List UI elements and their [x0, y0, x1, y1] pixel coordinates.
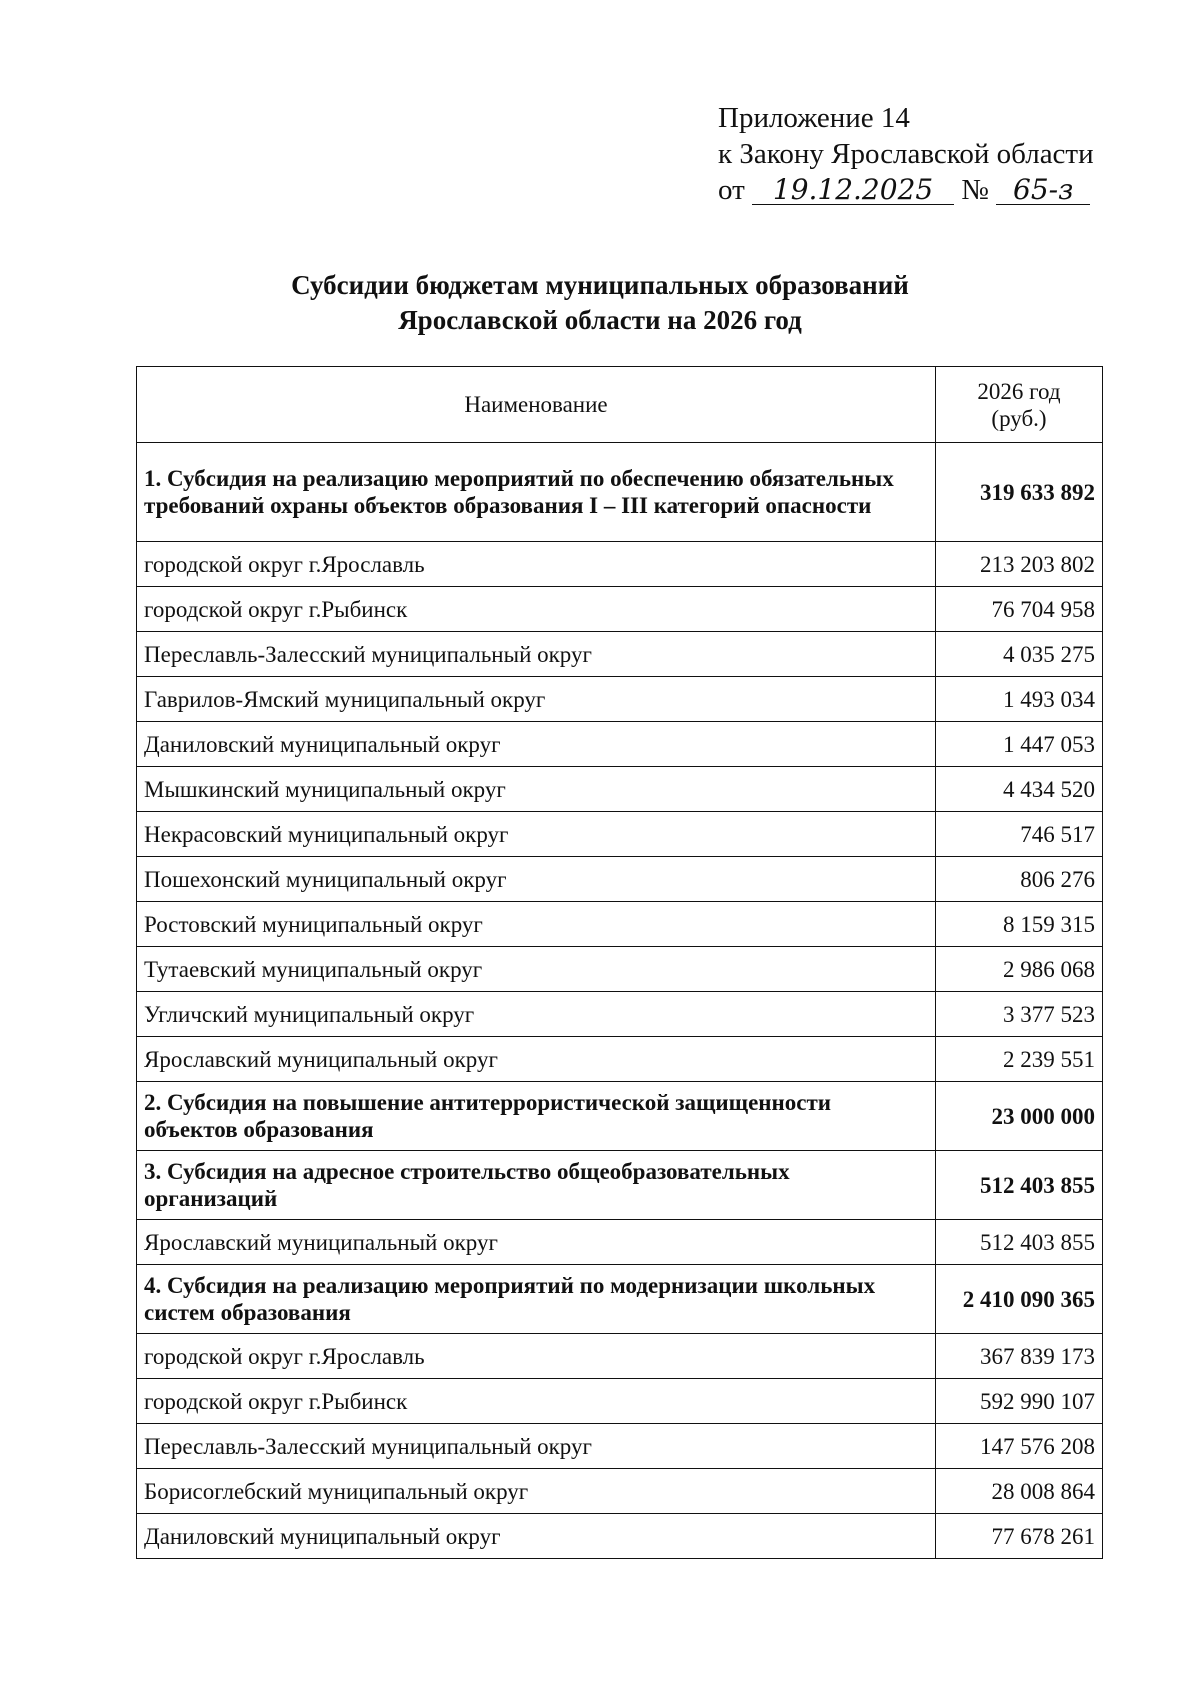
header-year-line-1: 2026 год [977, 378, 1061, 404]
row-name: Переславль-Залесский муниципальный округ [137, 632, 936, 677]
handwritten-date: 19.12.2025 [752, 176, 954, 205]
row-amount: 77 678 261 [936, 1514, 1103, 1559]
table-row [137, 902, 1103, 947]
row-amount: 806 276 [936, 857, 1103, 902]
row-amount: 367 839 173 [936, 1334, 1103, 1379]
row-amount: 3 377 523 [936, 992, 1103, 1037]
row-amount: 147 576 208 [936, 1424, 1103, 1469]
appendix-number: Приложение 14 [718, 102, 910, 134]
row-amount: 592 990 107 [936, 1379, 1103, 1424]
table-row [137, 632, 1103, 677]
table-row [137, 587, 1103, 632]
document-title [0, 268, 1200, 338]
table-row [137, 1037, 1103, 1082]
section-row [137, 1265, 1103, 1334]
table-row [137, 857, 1103, 902]
row-name: Даниловский муниципальный округ [137, 722, 936, 767]
table-row [137, 767, 1103, 812]
table-row [137, 1334, 1103, 1379]
row-amount: 213 203 802 [936, 542, 1103, 587]
appendix-law-reference: к Закону Ярославской области [718, 138, 1094, 170]
table-row [137, 947, 1103, 992]
table-row [137, 1220, 1103, 1265]
appendix-block [718, 100, 1094, 208]
row-name: Ярославский муниципальный округ [137, 1037, 936, 1082]
row-name: Мышкинский муниципальный округ [137, 767, 936, 812]
row-name: Угличский муниципальный округ [137, 992, 936, 1037]
row-name: Переславль-Залесский муниципальный округ [137, 1424, 936, 1469]
row-amount: 28 008 864 [936, 1469, 1103, 1514]
row-amount: 23 000 000 [936, 1082, 1103, 1151]
row-name: городской округ г.Рыбинск [137, 587, 936, 632]
table-row [137, 1424, 1103, 1469]
header-name: Наименование [137, 367, 936, 443]
handwritten-law-number: 65-з [996, 176, 1090, 205]
row-amount: 512 403 855 [936, 1151, 1103, 1220]
row-amount: 746 517 [936, 812, 1103, 857]
table-row [137, 677, 1103, 722]
row-name: Пошехонский муниципальный округ [137, 857, 936, 902]
section-row [137, 1082, 1103, 1151]
number-label: № [961, 174, 989, 206]
row-amount: 4 035 275 [936, 632, 1103, 677]
row-name: Даниловский муниципальный округ [137, 1514, 936, 1559]
row-amount: 2 410 090 365 [936, 1265, 1103, 1334]
table-row [137, 812, 1103, 857]
row-name: Ростовский муниципальный округ [137, 902, 936, 947]
row-name: Гаврилов-Ямский муниципальный округ [137, 677, 936, 722]
row-amount: 319 633 892 [936, 443, 1103, 542]
row-amount: 1 447 053 [936, 722, 1103, 767]
table-row [137, 722, 1103, 767]
row-amount: 512 403 855 [936, 1220, 1103, 1265]
row-name: городской округ г.Ярославль [137, 1334, 936, 1379]
row-amount: 4 434 520 [936, 767, 1103, 812]
row-name: 3. Субсидия на адресное строительство общеобразовательных организаций [137, 1151, 936, 1220]
title-line-2: Ярославской области на 2026 год [398, 305, 802, 335]
row-amount: 2 239 551 [936, 1037, 1103, 1082]
section-row [137, 443, 1103, 542]
table-row [137, 542, 1103, 587]
row-name: Борисоглебский муниципальный округ [137, 1469, 936, 1514]
row-amount: 1 493 034 [936, 677, 1103, 722]
subsidies-table [136, 366, 1103, 1559]
appendix-date-line [718, 172, 1094, 208]
header-year-line-2: (руб.) [991, 405, 1047, 431]
table-row [137, 1469, 1103, 1514]
row-amount: 76 704 958 [936, 587, 1103, 632]
row-name: Ярославский муниципальный округ [137, 1220, 936, 1265]
row-name: городской округ г.Ярославль [137, 542, 936, 587]
table-row [137, 1514, 1103, 1559]
row-name: Некрасовский муниципальный округ [137, 812, 936, 857]
row-name: городской округ г.Рыбинск [137, 1379, 936, 1424]
table-row [137, 992, 1103, 1037]
row-amount: 2 986 068 [936, 947, 1103, 992]
table-row [137, 1379, 1103, 1424]
row-name: 1. Субсидия на реализацию мероприятий по обеспечению обязательных требований охраны объектов образования I – III категорий опасности [137, 443, 936, 542]
table-body [137, 367, 1103, 1559]
header-year [936, 367, 1103, 443]
title-line-1: Субсидии бюджетам муниципальных образований [291, 270, 909, 300]
from-label: от [718, 174, 745, 206]
row-name: 4. Субсидия на реализацию мероприятий по модернизации школьных систем образования [137, 1265, 936, 1334]
row-amount: 8 159 315 [936, 902, 1103, 947]
row-name: 2. Субсидия на повышение антитеррористической защищенности объектов образования [137, 1082, 936, 1151]
section-row [137, 1151, 1103, 1220]
row-name: Тутаевский муниципальный округ [137, 947, 936, 992]
table-header-row [137, 367, 1103, 443]
